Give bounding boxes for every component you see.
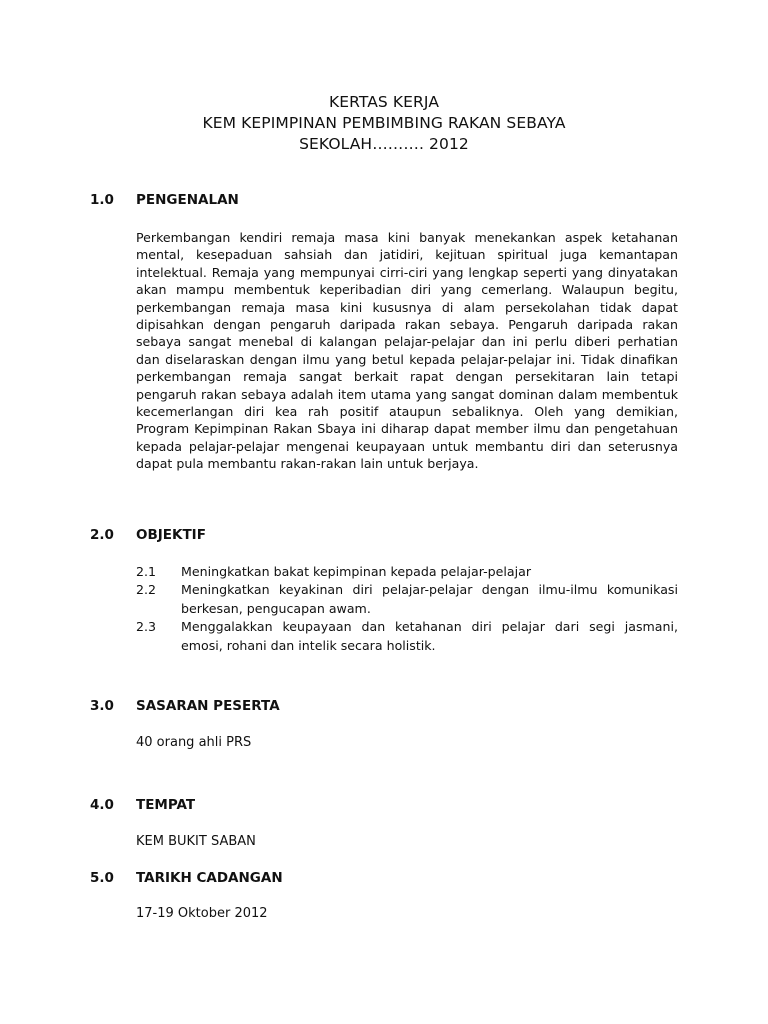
objective-line: Meningkatkan bakat kepimpinan kepada pelajar-pelajar bbox=[181, 564, 532, 579]
objective-text bbox=[181, 563, 678, 581]
paragraph-line: Perkembangan kendiri remaja masa kini banyak menekankan aspek ketahanan bbox=[136, 230, 678, 245]
objective-item bbox=[136, 618, 678, 655]
paragraph-line: intelektual. Remaja yang mempunyai cirri-ciri yang lengkap seperti yang dinyatakan bbox=[136, 264, 678, 280]
paragraph-line: kepada pelajar-pelajar mengenai keupayaan untuk membantu diri dan seterusnya bbox=[136, 438, 678, 454]
objective-item bbox=[136, 581, 678, 618]
section-heading-tarikh-cadangan bbox=[90, 870, 283, 886]
paragraph-line: pengaruh rakan sebaya adalah item utama yang sangat dominan dalam membentuk bbox=[136, 386, 678, 402]
paragraph-line: perkembangan remaja masa kini kususnya di alam persekolahan tidak dapat bbox=[136, 299, 678, 315]
objective-list bbox=[136, 563, 678, 655]
section-title: SASARAN PESERTA bbox=[136, 698, 280, 714]
objective-number: 2.2 bbox=[136, 582, 157, 598]
section-number: 3.0 bbox=[90, 698, 114, 714]
paragraph-line: mental, kesepaduan sahsiah dan jatidiri, kejituan spiritual juga kemantapan bbox=[136, 247, 678, 263]
paragraph-line: sebaya sangat menebal di kalangan pelajar-pelajar dan ini perlu diberi perhatian bbox=[136, 334, 678, 350]
section-heading-objektif bbox=[90, 527, 206, 543]
section-number: 4.0 bbox=[90, 797, 114, 813]
sasaran-peserta-text: 40 orang ahli PRS bbox=[136, 735, 252, 750]
paragraph-line: kecemerlangan diri kea rah positif ataupun sebaliknya. Oleh yang demikian, bbox=[136, 404, 678, 420]
document-title bbox=[0, 92, 768, 155]
pengenalan-paragraph bbox=[136, 229, 678, 473]
section-heading-pengenalan bbox=[90, 192, 239, 208]
tempat-text: KEM BUKIT SABAN bbox=[136, 834, 256, 849]
objective-line: emosi, rohani dan intelik secara holistik. bbox=[181, 637, 436, 653]
tarikh-cadangan-text: 17-19 Oktober 2012 bbox=[136, 906, 268, 921]
title-line-1: KERTAS KERJA bbox=[328, 93, 440, 111]
objective-line: Menggalakkan keupayaan dan ketahanan diri pelajar dari segi jasmani, bbox=[181, 619, 678, 635]
title-line-2: KEM KEPIMPINAN PEMBIMBING RAKAN SEBAYA bbox=[202, 114, 566, 132]
section-heading-tempat bbox=[90, 797, 195, 813]
objective-text bbox=[181, 581, 678, 618]
objective-text bbox=[181, 618, 678, 655]
section-number: 5.0 bbox=[90, 870, 114, 886]
paragraph-line: dan diselaraskan dengan ilmu yang betul kepada pelajar-pelajar ini. Tidak dinafikan bbox=[136, 351, 678, 367]
paragraph-line: akan mampu membentuk keperibadian diri yang cemerlang. Walaupun begitu, bbox=[136, 282, 678, 298]
objective-number: 2.3 bbox=[136, 619, 157, 635]
paragraph-line: dipisahkan dengan pengaruh daripada rakan sebaya. Pengaruh daripada rakan bbox=[136, 317, 678, 333]
section-title: PENGENALAN bbox=[136, 192, 239, 208]
paragraph-line: dapat pula membantu rakan-rakan lain untuk berjaya. bbox=[136, 456, 479, 472]
paragraph-line: perkembangan remaja sangat berkait rapat dengan persekitaran lain tetapi bbox=[136, 369, 678, 385]
paragraph-line: Program Kepimpinan Rakan Sbaya ini diharap dapat member ilmu dan pengetahuan bbox=[136, 421, 678, 437]
objective-number: 2.1 bbox=[136, 564, 157, 579]
title-line-3: SEKOLAH………. 2012 bbox=[299, 135, 469, 153]
section-heading-sasaran-peserta bbox=[90, 698, 280, 714]
objective-line: Meningkatkan keyakinan diri pelajar-pelajar dengan ilmu-ilmu komunikasi bbox=[181, 582, 678, 598]
section-number: 2.0 bbox=[90, 527, 114, 543]
objective-line: berkesan, pengucapan awam. bbox=[181, 600, 371, 616]
section-title: TARIKH CADANGAN bbox=[136, 870, 283, 886]
section-number: 1.0 bbox=[90, 192, 114, 208]
objective-item bbox=[136, 563, 678, 581]
section-title: OBJEKTIF bbox=[136, 527, 206, 543]
section-title: TEMPAT bbox=[136, 797, 196, 813]
